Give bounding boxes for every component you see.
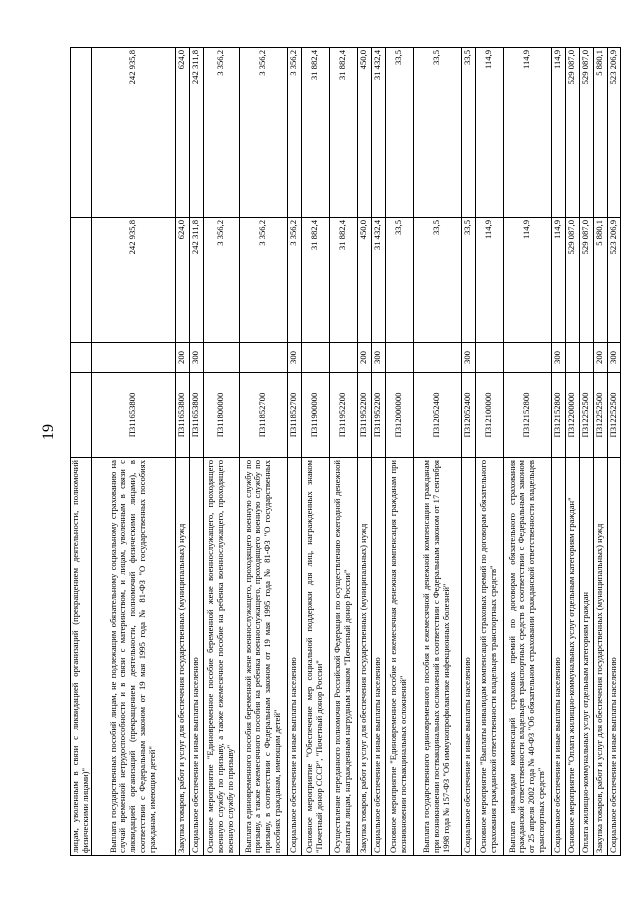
table-row: [239, 48, 287, 856]
budget-table-body: [71, 48, 621, 856]
row-expense-type: [91, 343, 175, 373]
row-expense-type: 300: [551, 343, 565, 373]
table-row: [189, 48, 203, 856]
row-expense-type: 200: [357, 343, 371, 373]
row-amount-2: 624,0: [175, 48, 189, 218]
table-row: [475, 48, 503, 856]
row-target-code: П311653800: [175, 373, 189, 458]
row-description: Выплата единовременного пособия беременной жене военнослужащего, проходящего военную службу по призыву, а также ежемесячного пособия на ребенка военнослужащего, проходящего военную службу по призыву, в соответствии с Федеральным законом от 19 мая 1995 года № 81-ФЗ "О государственных пособиях гражданам, имеющим детей": [239, 458, 287, 856]
row-expense-type: [503, 343, 551, 373]
row-description: Закупка товаров, работ и услуг для обеспечения государственных (муниципальных) нужд: [593, 458, 607, 856]
row-target-code: П311800000: [203, 373, 239, 458]
row-amount-1: 624,0: [175, 218, 189, 343]
row-amount-2: 3 356,2: [203, 48, 239, 218]
row-description: Закупка товаров, работ и услуг для обеспечения государственных (муниципальных) нужд: [175, 458, 189, 856]
row-amount-1: 3 356,2: [287, 218, 301, 343]
table-row: [551, 48, 565, 856]
row-amount-1: 114,9: [503, 218, 551, 343]
row-target-code: П312152800: [551, 373, 565, 458]
row-expense-type: 200: [593, 343, 607, 373]
row-target-code: П311653800: [189, 373, 203, 458]
row-expense-type: [203, 343, 239, 373]
table-row: [91, 48, 175, 856]
row-description: Выплата государственных пособий лицам, не подлежащим обязательному социальному страхованию на случай временной нетрудоспособности и в связи с материнством, и лицам, уволенным в связи с ликвидацией организаций (прекращением деятельности, полномочий физическими лицами), в соответствии с Федеральным законом от 19 мая 1995 года № 81-ФЗ "О государственных пособиях гражданам, имеющим детей": [91, 458, 175, 856]
row-expense-type: [329, 343, 357, 373]
row-expense-type: [565, 343, 579, 373]
row-amount-1: 31 432,4: [371, 218, 385, 343]
row-amount-2: 242 311,8: [189, 48, 203, 218]
page-number: 19: [40, 424, 57, 440]
table-row: [287, 48, 301, 856]
row-amount-2: 529 087,0: [579, 48, 593, 218]
row-amount-2: 114,9: [551, 48, 565, 218]
row-amount-2: 3 356,2: [287, 48, 301, 218]
row-expense-type: [475, 343, 503, 373]
row-expense-type: [239, 343, 287, 373]
row-description: Закупка товаров, работ и услуг для обеспечения государственных (муниципальных) нужд: [357, 458, 371, 856]
row-expense-type: 300: [371, 343, 385, 373]
row-target-code: П312200000: [565, 373, 579, 458]
row-expense-type: [579, 343, 593, 373]
row-amount-2: 114,9: [475, 48, 503, 218]
row-amount-1: 33,5: [461, 218, 475, 343]
row-amount-1: 3 356,2: [239, 218, 287, 343]
row-description: Социальное обеспечение и иные выплаты населению: [371, 458, 385, 856]
row-amount-1: 114,9: [551, 218, 565, 343]
row-target-code: П311852700: [287, 373, 301, 458]
table-row: [593, 48, 607, 856]
row-target-code: П311952200: [357, 373, 371, 458]
row-amount-1: 33,5: [413, 218, 461, 343]
row-target-code: П311952200: [329, 373, 357, 458]
budget-table-container: [70, 48, 618, 856]
row-description: Основное мероприятие "Единовременное пособие беременной жене военнослужащего, проходящего военную службу по призыву, а также ежемесячное пособие на ребенка военнослужащего, проходящего военную службу по призыву": [203, 458, 239, 856]
row-expense-type: 300: [461, 343, 475, 373]
row-description: Основное мероприятие "Единовременное пособие и ежемесячная денежная компенсация гражданам при возникновении поствакцинальных осложнений": [385, 458, 413, 856]
row-amount-1: 114,9: [475, 218, 503, 343]
table-row: [371, 48, 385, 856]
row-description: Выплата государственного единовременного пособия и ежемесячной денежной компенсации гражданам при возникновении поствакцинальных осложнений в соответствии с Федеральным законом от 17 сентября 1998 года № 157-ФЗ "Об иммунопрофилактике инфекционных болезней": [413, 458, 461, 856]
row-expense-type: [301, 343, 329, 373]
row-expense-type: 300: [607, 343, 620, 373]
row-description: Социальное обеспечение и иные выплаты населению: [287, 458, 301, 856]
row-expense-type: [413, 343, 461, 373]
row-amount-2: 31 882,4: [301, 48, 329, 218]
row-amount-1: 450,0: [357, 218, 371, 343]
row-amount-1: 529 087,0: [579, 218, 593, 343]
row-target-code: П312252500: [579, 373, 593, 458]
table-row: [385, 48, 413, 856]
row-amount-1: 529 087,0: [565, 218, 579, 343]
row-target-code: П311653800: [91, 373, 175, 458]
row-amount-2: [71, 48, 92, 218]
row-description: Социальное обеспечение и иные выплаты населению: [461, 458, 475, 856]
row-amount-1: 33,5: [385, 218, 413, 343]
table-row: [203, 48, 239, 856]
row-amount-2: 450,0: [357, 48, 371, 218]
table-row: [503, 48, 551, 856]
row-expense-type: 300: [287, 343, 301, 373]
table-row: [565, 48, 579, 856]
table-row: [357, 48, 371, 856]
row-amount-2: 31 432,4: [371, 48, 385, 218]
row-target-code: П312052400: [461, 373, 475, 458]
row-amount-1: 5 880,1: [593, 218, 607, 343]
row-description: Социальное обеспечение и иные выплаты населению: [189, 458, 203, 856]
row-amount-2: 242 935,8: [91, 48, 175, 218]
row-amount-2: 31 882,4: [329, 48, 357, 218]
budget-table: [70, 47, 621, 856]
row-amount-1: [71, 218, 92, 343]
row-amount-1: 242 935,8: [91, 218, 175, 343]
row-target-code: [71, 373, 92, 458]
row-description: Основное мероприятие "Обеспечение мер социальной поддержки для лиц, награжденных знаком "Почетный донор СССР", "Почетный донор России": [301, 458, 329, 856]
row-amount-2: 114,9: [503, 48, 551, 218]
table-row: [413, 48, 461, 856]
row-target-code: П312100000: [475, 373, 503, 458]
row-amount-2: 33,5: [413, 48, 461, 218]
row-target-code: П311952200: [371, 373, 385, 458]
row-amount-1: 523 206,9: [607, 218, 620, 343]
row-amount-2: 529 087,0: [565, 48, 579, 218]
row-amount-1: 3 356,2: [203, 218, 239, 343]
row-expense-type: 300: [189, 343, 203, 373]
table-row: [579, 48, 593, 856]
table-row: [329, 48, 357, 856]
table-row: [461, 48, 475, 856]
row-target-code: П311852700: [239, 373, 287, 458]
row-amount-1: 31 882,4: [329, 218, 357, 343]
row-amount-2: 33,5: [461, 48, 475, 218]
row-amount-2: 5 880,1: [593, 48, 607, 218]
row-target-code: П312252500: [593, 373, 607, 458]
row-amount-2: 33,5: [385, 48, 413, 218]
row-target-code: П312052400: [413, 373, 461, 458]
row-description: Основное мероприятие "Выплаты инвалидам компенсаций страховых премий по договорам обязательного страхования гражданской ответственности владельцев транспортных средств": [475, 458, 503, 856]
table-row: [175, 48, 189, 856]
row-amount-1: 242 311,8: [189, 218, 203, 343]
table-row: [607, 48, 620, 856]
row-description: Осуществление переданного полномочия Российской Федерации по осуществлению ежегодной денежной выплаты лицам, награжденным нагрудным знаком "Почетный донор России": [329, 458, 357, 856]
row-description: Социальное обеспечение и иные выплаты населению: [607, 458, 620, 856]
row-amount-2: 3 356,2: [239, 48, 287, 218]
row-description: Основное мероприятие "Оплата жилищно-коммунальных услуг отдельным категориям граждан": [565, 458, 579, 856]
table-row: [71, 48, 92, 856]
table-row: [301, 48, 329, 856]
row-target-code: П312000000: [385, 373, 413, 458]
row-expense-type: [71, 343, 92, 373]
row-description: лицам, уволенным в связи с ликвидацией организаций (прекращением деятельности, полномочий физическими лицами)": [71, 458, 92, 856]
row-description: Оплата жилищно-коммунальных услуг отдельным категориям граждан: [579, 458, 593, 856]
row-amount-2: 523 206,9: [607, 48, 620, 218]
row-description: Выплата инвалидам компенсаций страховых премий по договорам обязательного страхования гражданской ответственности владельцев транспортных средств в соответствии с Федеральным законом от 25 апреля 2002 года № 40-ФЗ "Об обязательном страховании гражданской ответственности владельцев транспортных средств": [503, 458, 551, 856]
row-expense-type: 200: [175, 343, 189, 373]
row-target-code: П312252500: [607, 373, 620, 458]
row-amount-1: 31 882,4: [301, 218, 329, 343]
row-expense-type: [385, 343, 413, 373]
row-target-code: П312152800: [503, 373, 551, 458]
row-target-code: П311900000: [301, 373, 329, 458]
row-description: Социальное обеспечение и иные выплаты населению: [551, 458, 565, 856]
